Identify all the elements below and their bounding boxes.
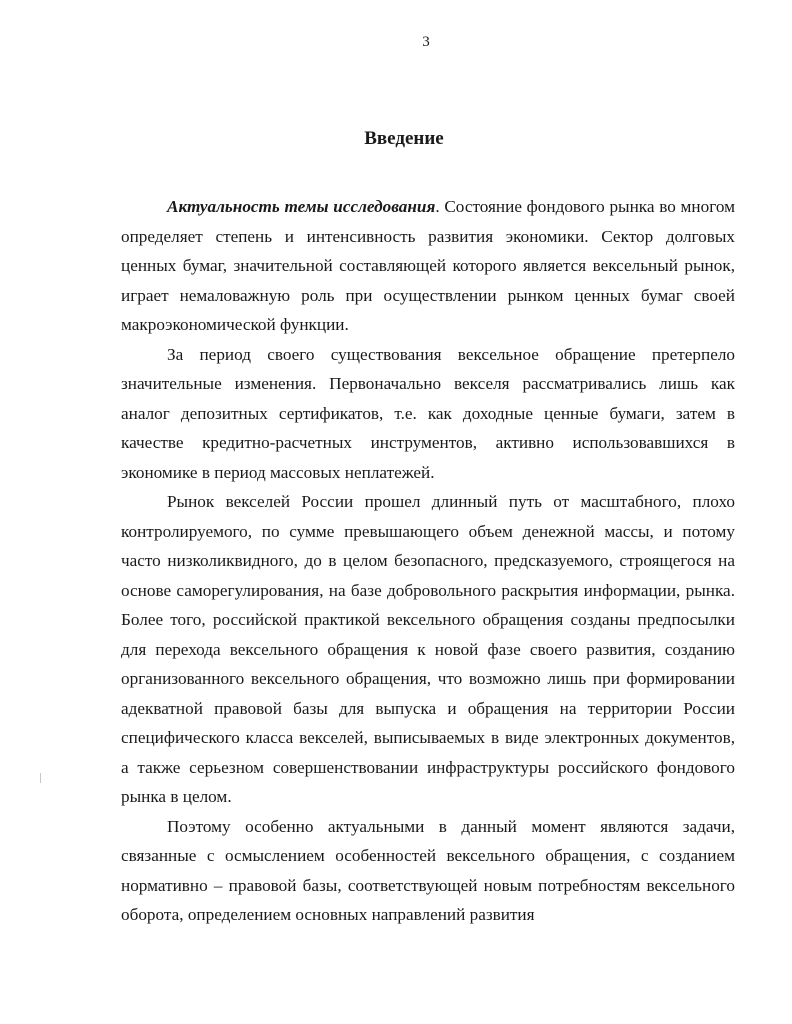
scan-edge-mark [40,773,41,783]
body-text [121,192,735,930]
paragraph-1 [121,192,735,340]
page-number: 3 [422,34,430,50]
section-title: Введение [364,128,444,149]
paragraph-2: За период своего существования вексельное обращение претерпело значительные изменения. Первоначально векселя рассматривались лишь как аналог депозитных сертификатов, т.е. как доходные ценные бумаги, затем в качестве кредитно-расчетных инструментов, активно использовавшихся в экономике в период массовых неплатежей. [121,344,735,482]
paragraph-text: . Состояние фондового рынка во многом определяет степень и интенсивность развития экономики. Сектор долговых ценных бумаг, значительной составляющей которого является вексельный рынок, играет немаловажную роль при осуществлении рынком ценных бумаг своей макроэкономической функции. [121,197,735,334]
paragraph-3: Рынок векселей России прошел длинный путь от масштабного, плохо контролируемого, по сумме превышающего объем денежной массы, и потому часто низколиквидного, до в целом безопасного, предсказуемого, строящегося на основе саморегулирования, на базе добровольного раскрытия информации, рынка. Более того, российской практикой вексельного обращения созданы предпосылки для перехода вексельного обращения к новой фазе своего развития, созданию организованного вексельного обращения, что возможно лишь при формировании адекватной правовой базы для выпуска и обращения на территории России специфического класса векселей, выписываемых в виде электронных документов, а также серьезном совершенствовании инфраструктуры российского фондового рынка в целом. [121,492,735,806]
paragraph-4: Поэтому особенно актуальными в данный момент являются задачи, связанные с осмыслением особенностей вексельного обращения, с созданием нормативно – правовой базы, соответствующей новым потребностям вексельного оборота, определением основных направлений развития [121,816,735,924]
paragraph-lead: Актуальность темы исследования [167,197,436,216]
